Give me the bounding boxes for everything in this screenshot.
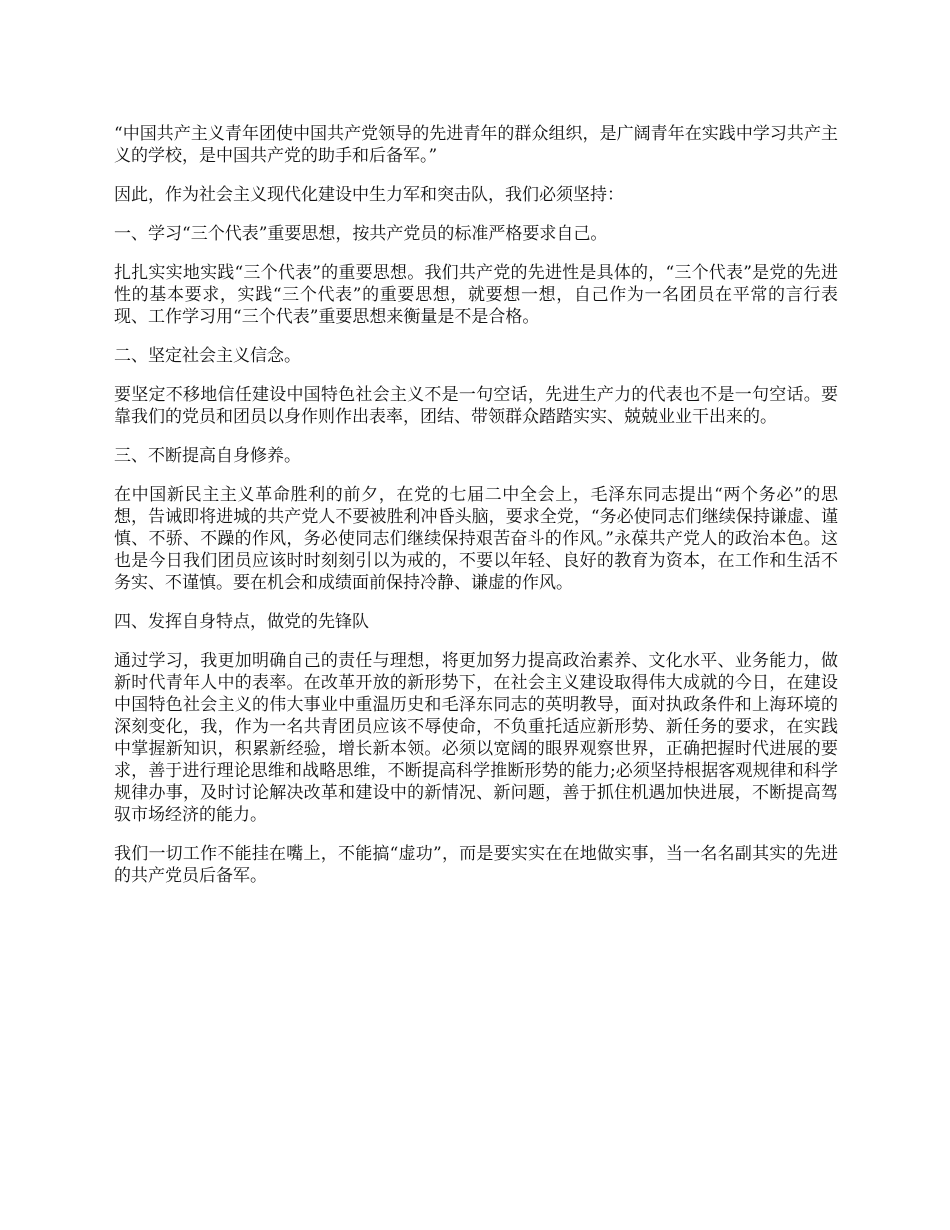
body-paragraph: 要坚定不移地信任建设中国特色社会主义不是一句空话，先进生产力的代表也不是一句空话。要靠我们的党员和团员以身作则作出表率，团结、带领群众踏踏实实、兢兢业业干出来的。 bbox=[114, 385, 838, 427]
intro-paragraph: 因此，作为社会主义现代化建设中生力军和突击队，我们必须坚持： bbox=[114, 185, 624, 205]
section-heading-2: 二、坚定社会主义信念。 bbox=[114, 346, 301, 366]
section-heading-4: 四、发挥自身特点，做党的先锋队 bbox=[114, 612, 369, 632]
body-paragraph: 在中国新民主主义革命胜利的前夕，在党的七届二中全会上，毛泽东同志提出“两个务必”的思想，告诫即将进城的共产党人不要被胜利冲昏头脑，要求全党，“务必使同志们继续保持谦虚、谨慎、不骄、不躁的作风，务必使同志们继续保持艰苦奋斗的作风。”永葆共产党人的政治本色。这也是今日我们团员应该时时刻刻引以为戒的，不要以年轻、良好的教育为资本，在工作和生活不务实、不谨慎。要在机会和成绩面前保持冷静、谦虚的作风。 bbox=[114, 485, 838, 593]
body-paragraph: 通过学习，我更加明确自己的责任与理想，将更加努力提高政治素养、文化水平、业务能力，做新时代青年人中的表率。在改革开放的新形势下，在社会主义建设取得伟大成就的今日，在建设中国特色社会主义的伟大事业中重温历史和毛泽东同志的英明教导，面对执政条件和上海环境的深刻变化，我，作为一名共青团员应该不辱使命，不负重托适应新形势、新任务的要求，在实践中掌握新知识，积累新经验，增长新本领。必须以宽阔的眼界观察世界，正确把握时代进展的要求，善于进行理论思维和战略思维，不断提高科学推断形势的能力;必须坚持根据客观规律和科学规律办事，及时讨论解决改革和建设中的新情况、新问题，善于抓住机遇加快进展，不断提高驾驭市场经济的能力。 bbox=[114, 651, 838, 825]
quote-paragraph: “中国共产主义青年团使中国共产党领导的先进青年的群众组织，是广阔青年在实践中学习共产主义的学校，是中国共产党的助手和后备军。” bbox=[114, 124, 838, 166]
section-heading-3: 三、不断提高自身修养。 bbox=[114, 446, 301, 466]
closing-paragraph: 我们一切工作不能挂在嘴上，不能搞“虚功”，而是要实实在在地做实事，当一名名副其实的先进的共产党员后备军。 bbox=[114, 844, 838, 886]
body-paragraph: 扎扎实实地实践“三个代表”的重要思想。我们共产党的先进性是具体的，“三个代表”是党的先进性的基本要求，实践“三个代表”的重要思想，就要想一想，自己作为一名团员在平常的言行表现、工作学习用“三个代表”重要思想来衡量是不是合格。 bbox=[114, 263, 838, 327]
section-heading-1: 一、学习“三个代表”重要思想，按共产党员的标准严格要求自己。 bbox=[114, 224, 608, 244]
document-page bbox=[114, 123, 838, 904]
